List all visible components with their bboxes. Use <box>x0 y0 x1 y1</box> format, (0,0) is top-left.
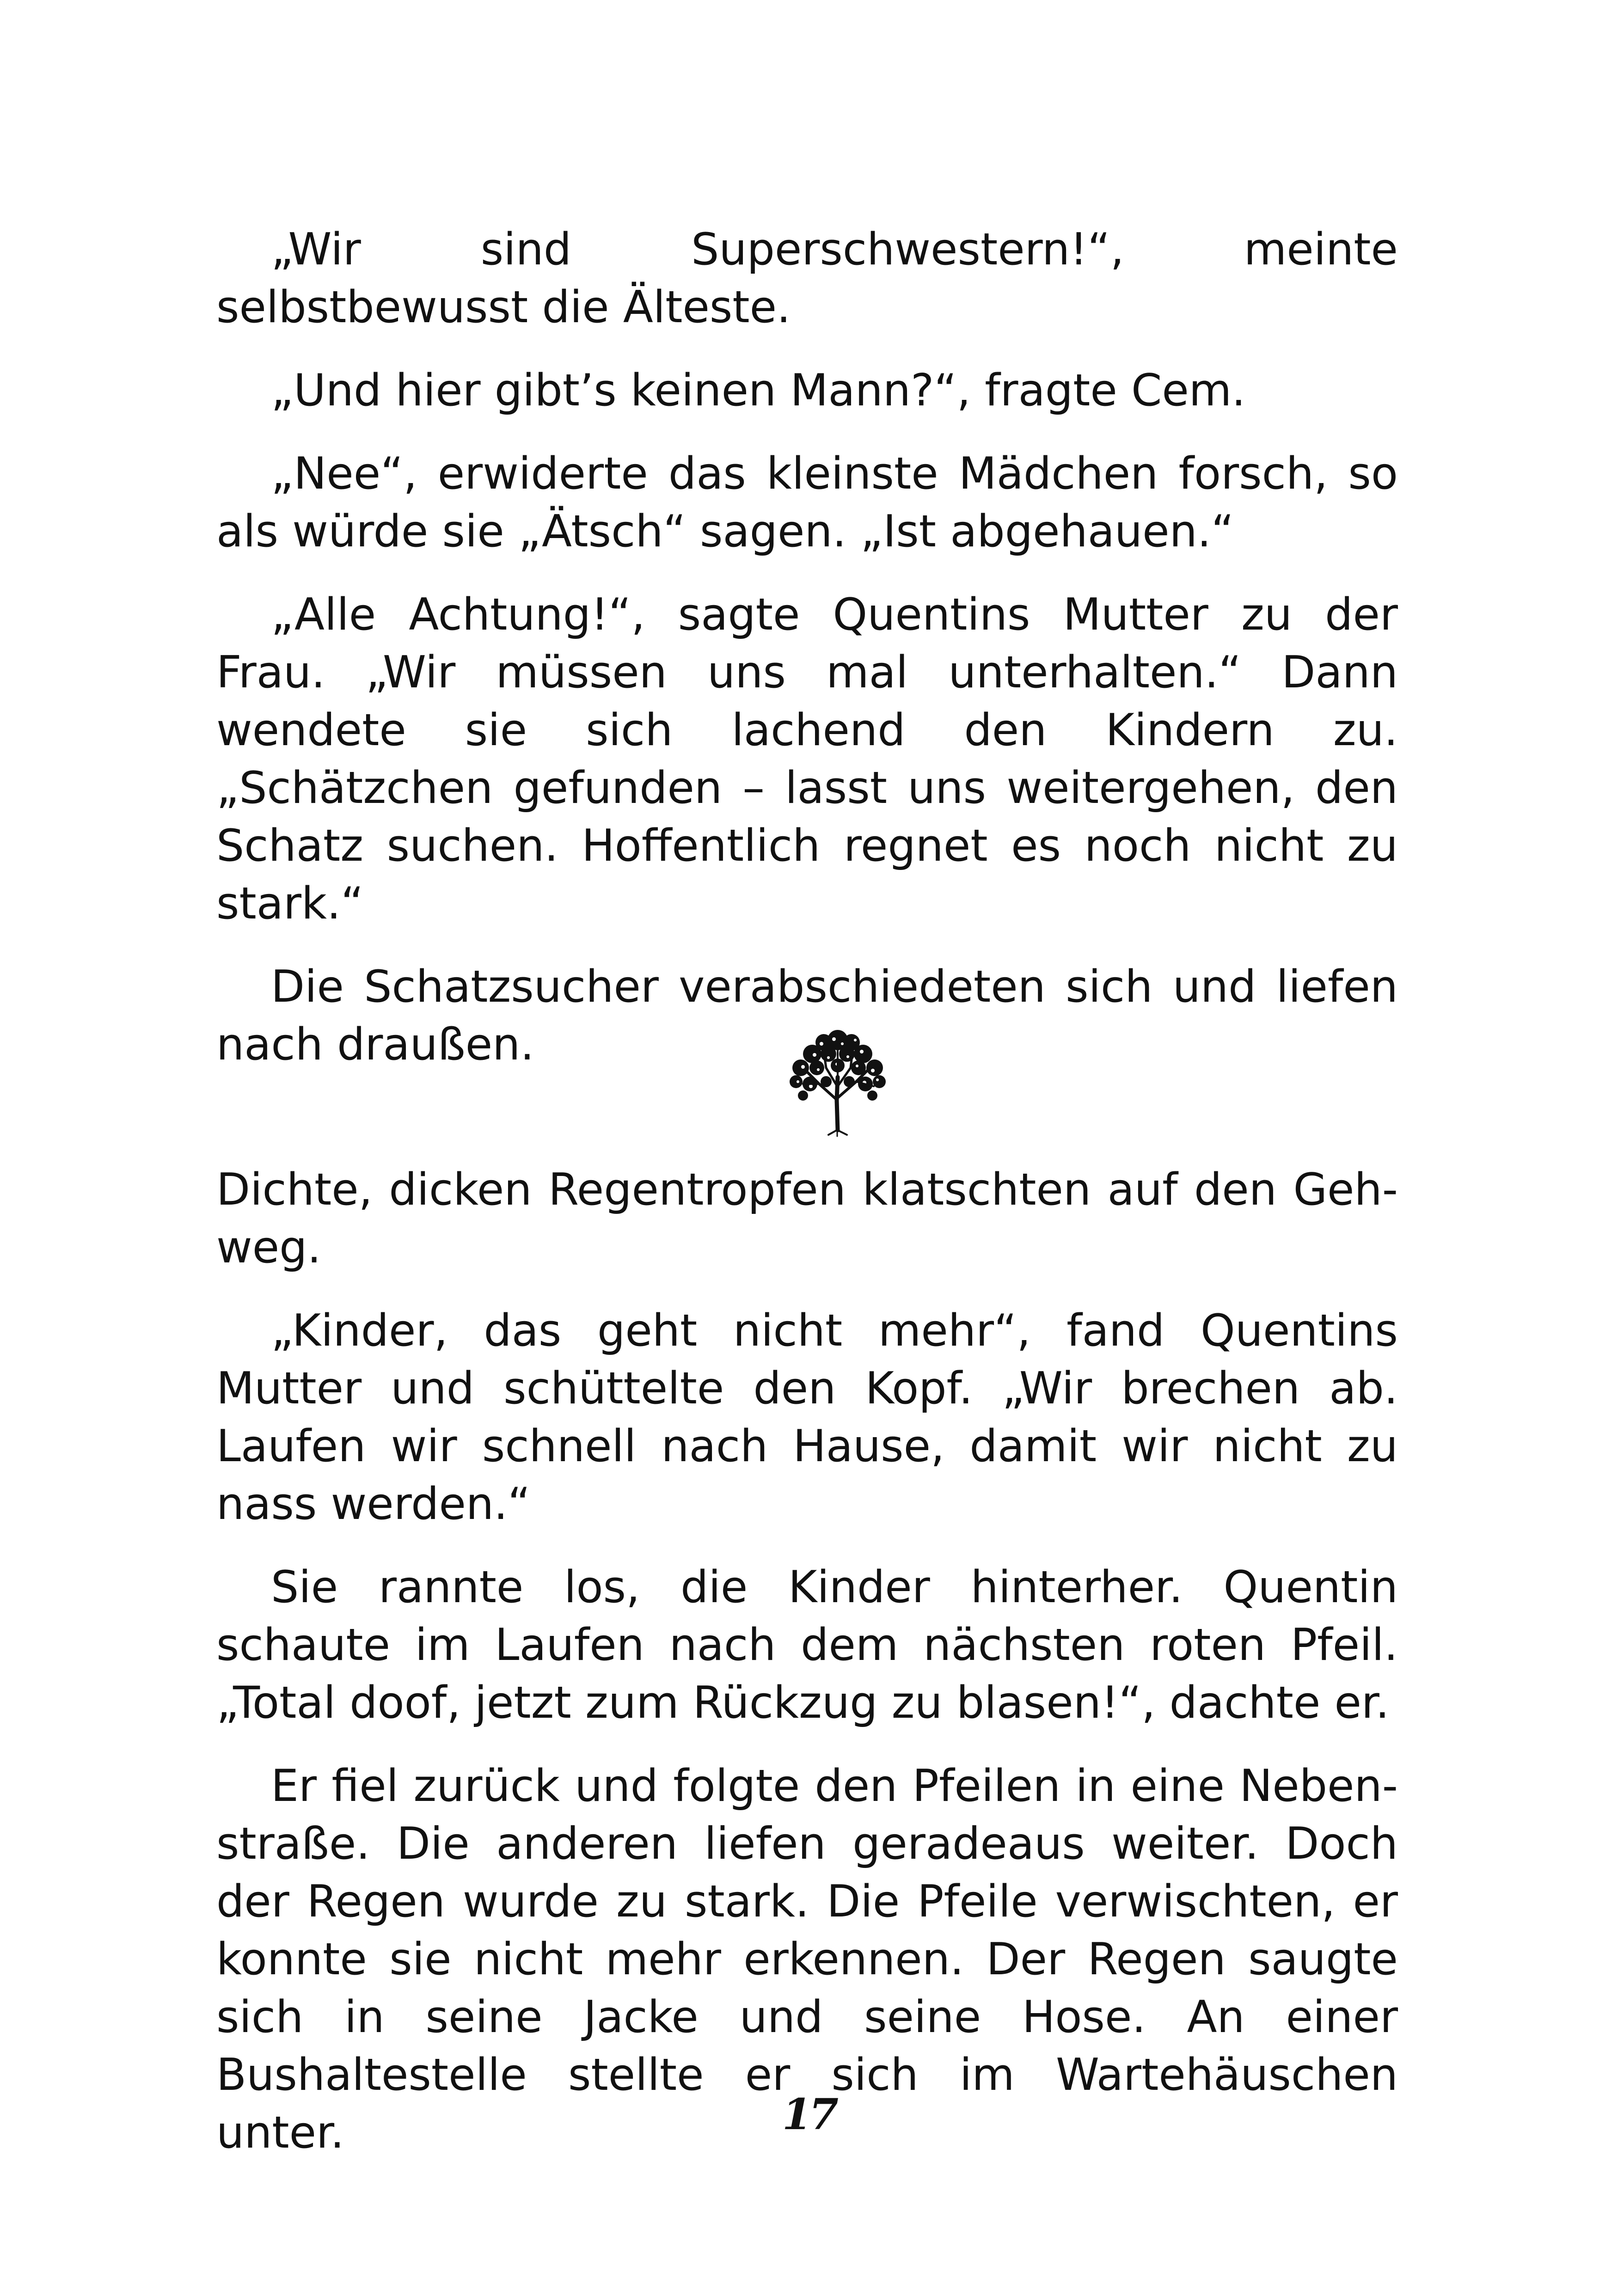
text-section-bottom <box>216 1161 1398 2162</box>
paragraph: „Wir sind Superschwestern!“, meinte selbstbewusst die Älteste. <box>216 224 1398 333</box>
tree-icon <box>782 1022 893 1137</box>
paragraph: Die Schatzsucher verabschiedeten sich und liefen nach draußen. <box>216 961 1398 1070</box>
paragraph: Dichte, dicken Regentropfen klatschten auf den Gehweg. <box>216 1164 1398 1273</box>
paragraph: Sie rannte los, die Kinder hinterher. Quentin schaute im Laufen nach dem nächsten roten Pfeil. „Total doof, jetzt zum Rückzug zu blasen!“, dachte er. <box>216 1562 1398 1728</box>
page-number: 17 <box>782 2089 836 2139</box>
text-section-top <box>216 221 1398 1074</box>
paragraph: „Und hier gibt’s keinen Mann?“, fragte Cem. <box>271 365 1246 416</box>
paragraph: Er fiel zurück und folgte den Pfeilen in eine Nebenstraße. Die anderen liefen geradeaus weiter. Doch der Regen wurde zu stark. Die Pfeile verwischten, er konnte sie nicht mehr erkennen. Der Regen saugte sich in seine Jacke und seine Hose. An einer Bushaltestelle stellte er sich im Wartehäuschen unter. <box>216 1761 1398 2158</box>
paragraph: „Nee“, erwiderte das kleinste Mädchen forsch, so als würde sie „Ätsch“ sagen. „Ist abgehauen.“ <box>216 448 1398 557</box>
paragraph: „Kinder, das geht nicht mehr“, fand Quentins Mutter und schüttelte den Kopf. „Wir brechen ab. Laufen wir schnell nach Hause, damit wir nicht zu nass werden.“ <box>216 1305 1398 1530</box>
paragraph: „Alle Achtung!“, sagte Quentins Mutter zu der Frau. „Wir müssen uns mal unterhalten.“ Dann wendete sie sich lachend den Kindern zu. „Schätzchen gefunden – lasst uns weitergehen, den Schatz suchen. Hoffentlich regnet es noch nicht zu stark.“ <box>216 589 1398 929</box>
